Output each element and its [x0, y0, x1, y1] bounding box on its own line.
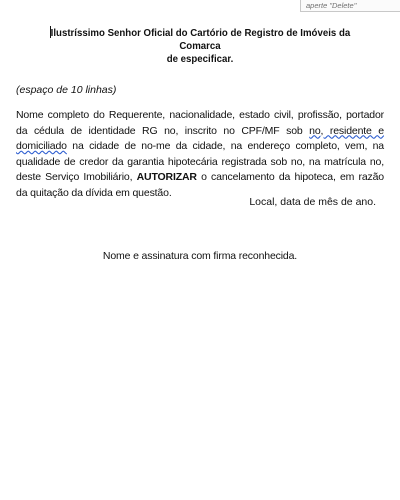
body-text-part-2: na cidade de no-me da cidade, na endereço completo, vem, na qualidade de credor da garantia hipotecária registrada sob no, na matrícula no, deste Serviço Imobiliário, — [16, 140, 384, 183]
body-paragraph — [16, 108, 384, 201]
body-text-part-3: o cancelamento da hipoteca, em razão da quitação da dívida em questão. — [16, 171, 384, 199]
delete-hint-box — [300, 0, 400, 12]
body-bold-authorize: AUTORIZAR — [136, 171, 197, 183]
delete-hint-text: aperte "Delete" — [306, 1, 357, 10]
spellcheck-underlined-text[interactable]: no, residente e domiciliado — [16, 124, 384, 152]
signature-line: Nome e assinatura com firma reconhecida. — [102, 250, 298, 262]
document-page[interactable] — [16, 26, 384, 262]
heading-line-1-text: Ilustríssimo Senhor Oficial do Cartório de Registro de Imóveis da Comarca — [50, 27, 351, 52]
document-heading — [31, 26, 370, 66]
body-text-part-1: Nome completo do Requerente, nacionalidade, estado civil, profissão, portador da cédula de identidade RG no, inscrito no CPF/MF sob — [16, 109, 384, 137]
place-date-line: Local, data de mês de ano. — [249, 196, 376, 208]
heading-line-1 — [31, 26, 370, 53]
heading-line-2: de especificar. — [166, 53, 234, 65]
spacing-note: (espaço de 10 linhas) — [16, 84, 117, 96]
